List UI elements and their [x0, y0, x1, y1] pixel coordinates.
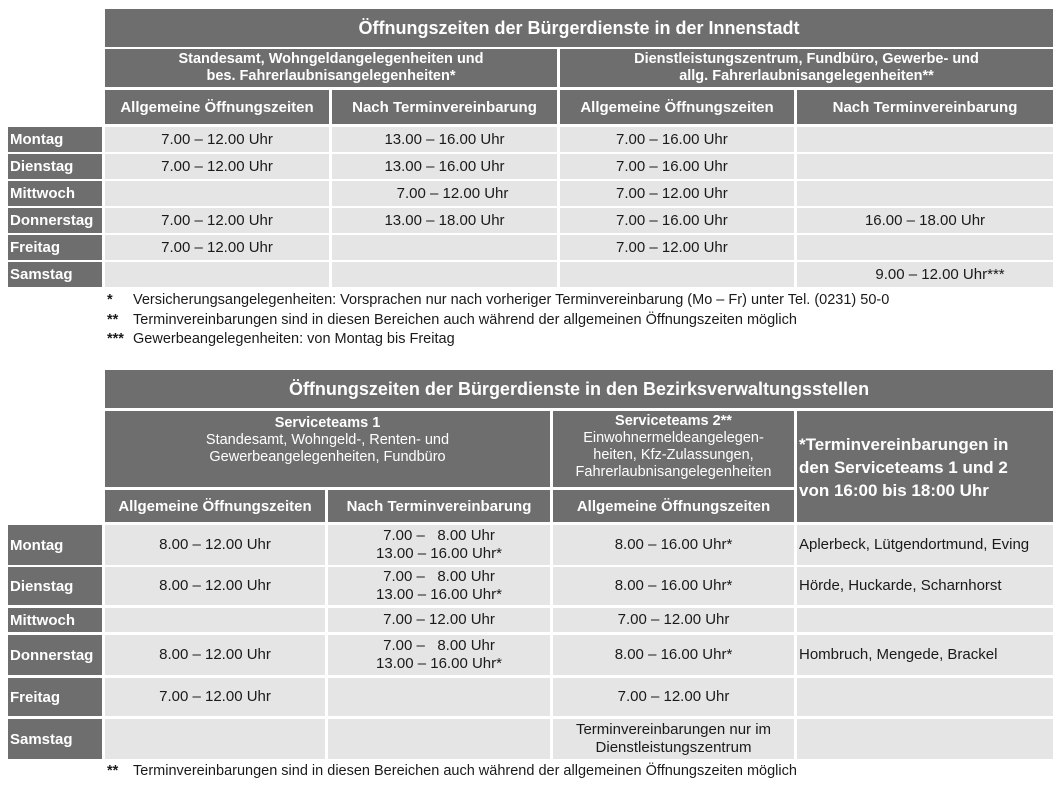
- table2-district-cell: Hörde, Huckarde, Scharnhorst: [797, 567, 1053, 605]
- footnote: [107, 330, 455, 348]
- table1-day-label: Mittwoch: [8, 181, 102, 206]
- table1-cell: 7.00 – 12.00 Uhr: [105, 208, 329, 233]
- footnote: [107, 311, 797, 329]
- table1-cell: 7.00 – 12.00 Uhr: [332, 181, 557, 206]
- table2-side-line2: den Serviceteams 1 und 2: [799, 458, 1008, 477]
- table2-group2-line1: Einwohnermeldeangelegen-: [583, 430, 764, 446]
- table2-cell: 8.00 – 16.00 Uhr*: [553, 635, 794, 675]
- table1-cell: [105, 181, 329, 206]
- table2-day-label: Samstag: [8, 719, 102, 759]
- table2-cell-line: 13.00 – 16.00 Uhr*: [376, 586, 502, 603]
- table2-title: Öffnungszeiten der Bürgerdienste in den Bezirksverwaltungsstellen: [105, 370, 1053, 408]
- table2-side-line3: von 16:00 bis 18:00 Uhr: [799, 481, 989, 500]
- footnote-mark: *: [107, 292, 113, 308]
- table2-group1-line1: Standesamt, Wohngeld-, Renten- und: [205, 432, 450, 448]
- table2-cell: [328, 608, 550, 632]
- table2-col-header: Nach Terminvereinbarung: [328, 490, 550, 522]
- table2-cell-line: 13.00 – 16.00 Uhr*: [376, 545, 502, 562]
- table2-cell: 7.00 – 12.00 Uhr: [553, 608, 794, 632]
- table2-cell: 8.00 – 12.00 Uhr: [105, 567, 325, 605]
- table2-day-label: Donnerstag: [8, 635, 102, 675]
- table1-col-header: Nach Terminvereinbarung: [332, 90, 557, 124]
- table2-group2-line2: heiten, Kfz-Zulassungen,: [593, 447, 754, 463]
- table1-group2-line2: allg. Fahrerlaubnisangelegenheiten**: [679, 68, 934, 84]
- table1-col-header: Allgemeine Öffnungszeiten: [105, 90, 329, 124]
- table2-group2-title: Serviceteams 2**: [615, 413, 732, 429]
- table1-title: Öffnungszeiten der Bürgerdienste in der Innenstadt: [105, 9, 1053, 47]
- table1-cell: [797, 235, 1053, 260]
- table1-cell: 7.00 – 16.00 Uhr: [560, 127, 794, 152]
- table1-cell: 7.00 – 12.00 Uhr: [560, 181, 794, 206]
- table2-day-label: Dienstag: [8, 567, 102, 605]
- table1-group1-header: [105, 49, 557, 87]
- table2-side-header: [797, 411, 1053, 522]
- table2-district-cell: [797, 608, 1053, 632]
- table1-day-label: Donnerstag: [8, 208, 102, 233]
- table2-group1-title: Serviceteams 1: [274, 415, 381, 431]
- table2-group1-header: [105, 411, 550, 487]
- table2-cell-line: 7.00 – 8.00 Uhr: [383, 568, 495, 585]
- footnote-text: Gewerbeangelegenheiten: von Montag bis Freitag: [133, 331, 455, 347]
- table1-cell: 7.00 – 12.00 Uhr: [105, 154, 329, 179]
- table1-group1-line1: Standesamt, Wohngeldangelegenheiten und: [178, 51, 484, 67]
- footnote-mark: ***: [107, 331, 124, 347]
- table2-district-cell: [797, 678, 1053, 716]
- table1-cell: [332, 235, 557, 260]
- table1-cell: 7.00 – 12.00 Uhr: [105, 235, 329, 260]
- table2-district-cell: Hombruch, Mengede, Brackel: [797, 635, 1053, 675]
- table1-cell: 7.00 – 12.00 Uhr: [560, 235, 794, 260]
- table1-cell: 13.00 – 16.00 Uhr: [332, 154, 557, 179]
- table1-cell: [105, 262, 329, 287]
- table1-cell: [332, 262, 557, 287]
- table1-day-label: Montag: [8, 127, 102, 152]
- table2-day-label: Freitag: [8, 678, 102, 716]
- table2-cell: 7.00 – 12.00 Uhr: [105, 678, 325, 716]
- table2-col-header: Allgemeine Öffnungszeiten: [105, 490, 325, 522]
- table2-cell-line: 7.00 – 8.00 Uhr: [383, 527, 495, 544]
- table1-group1-line2: bes. Fahrerlaubnisangelegenheiten*: [206, 68, 456, 84]
- table1-cell: 13.00 – 16.00 Uhr: [332, 127, 557, 152]
- table1-day-label: Freitag: [8, 235, 102, 260]
- table1-group2-header: [560, 49, 1053, 87]
- table2-cell-line: 7.00 – 12.00 Uhr: [383, 611, 495, 628]
- table2-cell: 8.00 – 16.00 Uhr*: [553, 567, 794, 605]
- table1-cell: 13.00 – 18.00 Uhr: [332, 208, 557, 233]
- table1-day-label: Samstag: [8, 262, 102, 287]
- table2-cell: [328, 567, 550, 605]
- table2-cell: 7.00 – 12.00 Uhr: [553, 678, 794, 716]
- table1-col-header: Allgemeine Öffnungszeiten: [560, 90, 794, 124]
- table2-cell: 8.00 – 16.00 Uhr*: [553, 525, 794, 565]
- table1-group2-line1: Dienstleistungszentrum, Fundbüro, Gewerbe- und: [634, 51, 979, 67]
- table1-col-header: Nach Terminvereinbarung: [797, 90, 1053, 124]
- table2-col-header: Allgemeine Öffnungszeiten: [553, 490, 794, 522]
- table2-cell-line: 13.00 – 16.00 Uhr*: [376, 655, 502, 672]
- table2-cell-line: 7.00 – 8.00 Uhr: [383, 637, 495, 654]
- footnote-mark: **: [107, 763, 119, 779]
- table2-side-line1: *Terminvereinbarungen in: [799, 435, 1009, 454]
- table2-cell: [105, 608, 325, 632]
- table1-cell: 9.00 – 12.00 Uhr***: [797, 262, 1053, 287]
- footnote-text: Terminvereinbarungen sind in diesen Bereichen auch während der allgemeinen Öffnungszeiten möglich: [133, 312, 797, 328]
- table1-cell: [797, 154, 1053, 179]
- footnote-text: Terminvereinbarungen sind in diesen Bereichen auch während der allgemeinen Öffnungszeiten möglich: [133, 763, 797, 779]
- table1-cell: 7.00 – 16.00 Uhr: [560, 208, 794, 233]
- table2-cell: 8.00 – 12.00 Uhr: [105, 635, 325, 675]
- footnote: [107, 291, 889, 309]
- table2-day-label: Montag: [8, 525, 102, 565]
- table2-cell: [328, 635, 550, 675]
- table1-cell: [797, 181, 1053, 206]
- table2-day-label: Mittwoch: [8, 608, 102, 632]
- footnote: [107, 762, 797, 780]
- table1-day-label: Dienstag: [8, 154, 102, 179]
- table2-cell: [328, 525, 550, 565]
- table1-cell: 7.00 – 12.00 Uhr: [105, 127, 329, 152]
- table1-cell: [797, 127, 1053, 152]
- table2-group2-line3: Fahrerlaubnisangelegenheiten: [575, 464, 772, 480]
- footnote-mark: **: [107, 312, 119, 328]
- table2-cell: [328, 678, 550, 716]
- table2-group1-line2: Gewerbeangelegenheiten, Fundbüro: [209, 449, 446, 465]
- table1-cell: 16.00 – 18.00 Uhr: [797, 208, 1053, 233]
- footnote-text: Versicherungsangelegenheiten: Vorsprachen nur nach vorheriger Terminvereinbarung (Mo – Fr) unter Tel. (0231) 50-0: [133, 292, 890, 308]
- table2-cell: 8.00 – 12.00 Uhr: [105, 525, 325, 565]
- table2-group2-header: [553, 411, 794, 487]
- table2-district-cell: Aplerbeck, Lütgendortmund, Eving: [797, 525, 1053, 565]
- table2-district-cell: [797, 719, 1053, 759]
- table2-cell: [105, 719, 325, 759]
- table1-cell: [560, 262, 794, 287]
- table2-cell: [328, 719, 550, 759]
- table2-cell: Terminvereinbarungen nur im Dienstleistungszentrum: [553, 719, 794, 759]
- table1-cell: 7.00 – 16.00 Uhr: [560, 154, 794, 179]
